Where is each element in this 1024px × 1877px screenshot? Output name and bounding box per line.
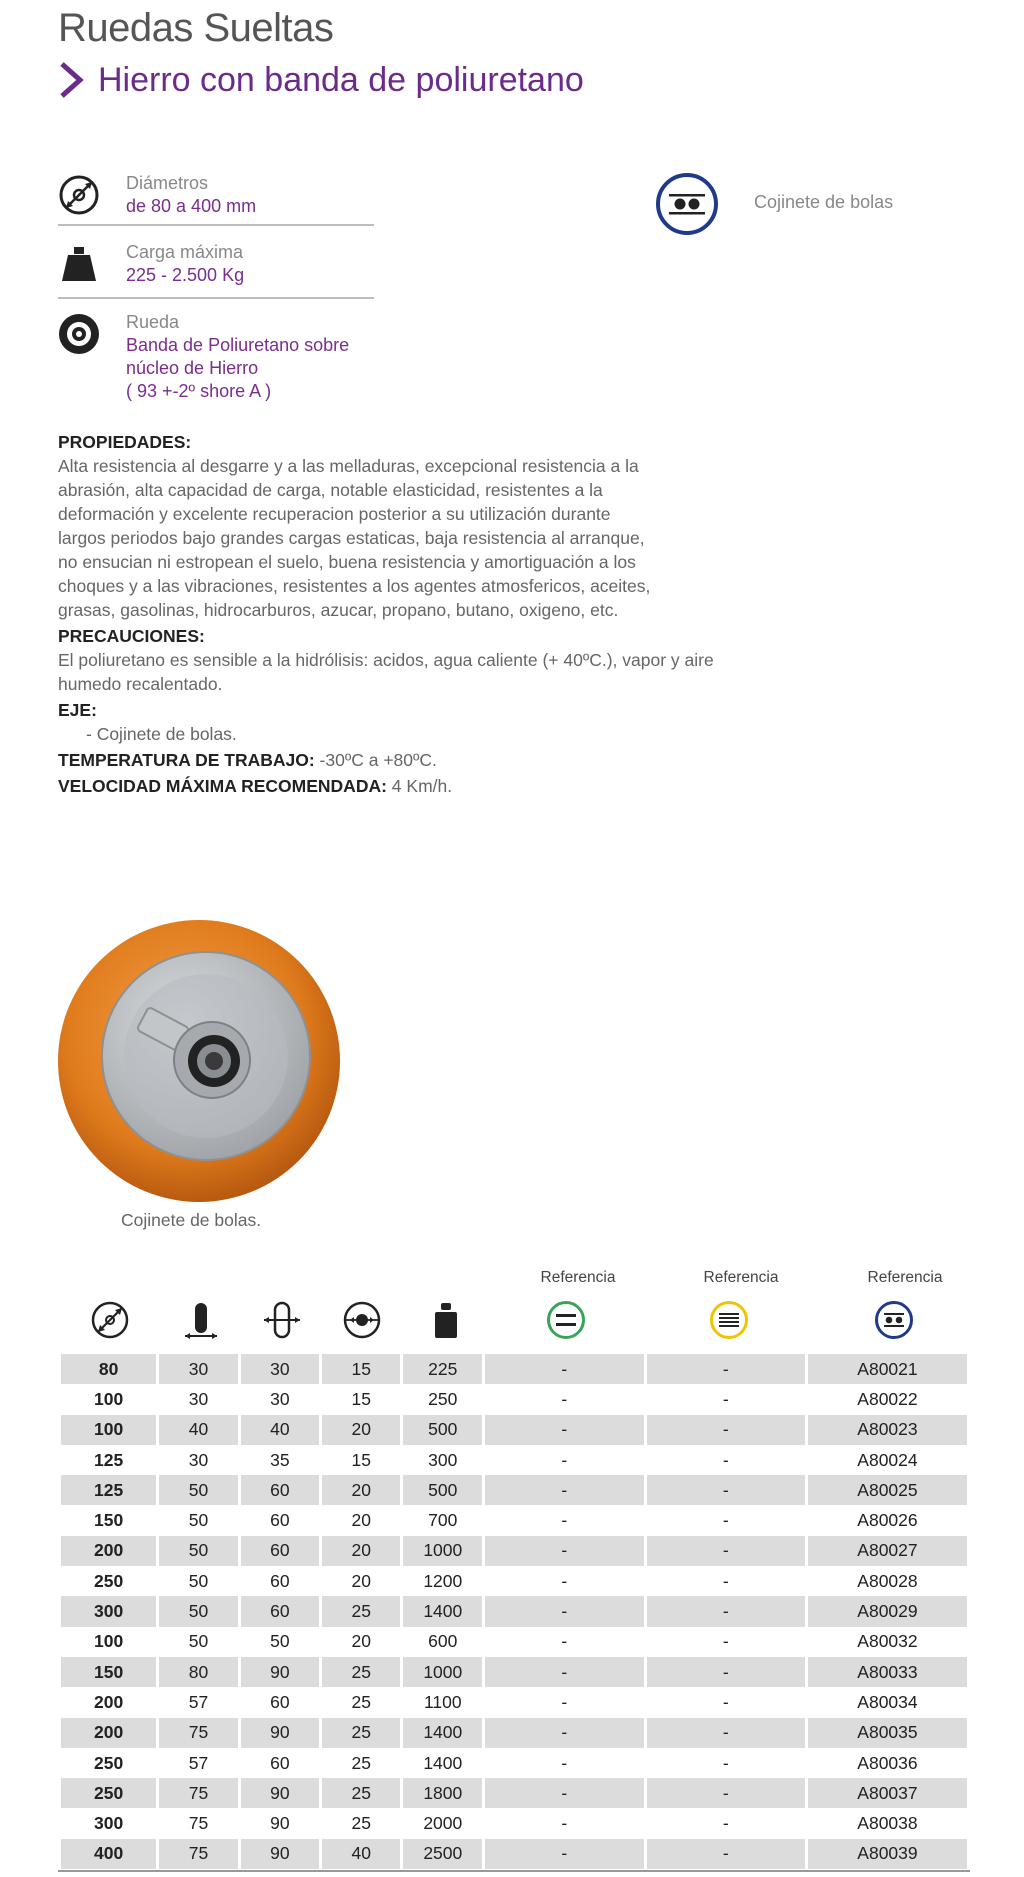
tread-width-cell: 57 (188, 1691, 209, 1712)
reference-green-cell: - (485, 1596, 643, 1626)
hub-length-cell: 90 (241, 1718, 319, 1748)
hub-length-icon (262, 1300, 302, 1340)
tread-width-cell: 50 (159, 1596, 237, 1626)
tread-width-cell: 50 (188, 1570, 209, 1591)
load-cell: 2000 (423, 1813, 463, 1834)
speed-row (58, 774, 798, 798)
spec-value: 225 - 2.500 Kg (126, 265, 245, 285)
bore-cell: 20 (351, 1510, 372, 1531)
bore-cell: 25 (322, 1778, 400, 1808)
bore-cell: 15 (322, 1354, 400, 1384)
load-cell: 1200 (423, 1570, 463, 1591)
diameter-icon (90, 1300, 130, 1340)
reference-blue-cell: A80025 (808, 1475, 967, 1505)
bore-cell: 25 (322, 1657, 400, 1687)
bore-cell: 25 (322, 1596, 400, 1626)
reference-green-cell: - (485, 1718, 643, 1748)
hub-length-cell: 60 (241, 1596, 319, 1626)
wheel-table (58, 1354, 970, 1869)
load-cell: 1000 (403, 1536, 482, 1566)
table-row (61, 1445, 967, 1475)
reference-green-cell: - (485, 1475, 643, 1505)
bore-cell: 25 (351, 1813, 372, 1834)
reference-blue-cell: A80032 (857, 1631, 918, 1652)
reference-blue-cell: A80035 (808, 1718, 967, 1748)
reference-blue-cell: A80021 (808, 1354, 967, 1384)
precautions-heading: PRECAUCIONES: (58, 626, 205, 646)
reference-yellow-cell: - (647, 1839, 805, 1869)
reference-green-cell: - (561, 1510, 568, 1531)
reference-blue-cell: A80022 (857, 1388, 918, 1409)
divider (58, 297, 374, 299)
green-bearing-icon (546, 1300, 586, 1340)
table-row (61, 1384, 967, 1414)
spec-wheel (58, 311, 374, 403)
reference-yellow-cell: - (647, 1657, 805, 1687)
properties-line: grasas, gasolinas, hidrocarburos, azucar, propano, butano, oxigeno, etc. (58, 600, 619, 620)
temperature-value: -30ºC a +80ºC. (314, 750, 437, 770)
table-row (61, 1718, 967, 1748)
spec-label: Carga máxima (126, 242, 244, 262)
load-cell: 1000 (403, 1657, 482, 1687)
hub-length-cell: 60 (270, 1691, 290, 1712)
reference-yellow-cell: - (722, 1691, 729, 1712)
bore-cell: 15 (351, 1449, 372, 1470)
axle-value: - Cojinete de bolas. (86, 724, 237, 744)
load-cell: 500 (403, 1475, 482, 1505)
tread-width-cell: 40 (159, 1415, 237, 1445)
bearing-label: Cojinete de bolas (754, 192, 894, 212)
reference-green-cell: - (561, 1752, 568, 1773)
table-row (61, 1505, 967, 1535)
table-row (61, 1627, 967, 1657)
weight-icon (426, 1300, 466, 1340)
reference-green-cell: - (485, 1839, 643, 1869)
spec-label: Diámetros (126, 173, 209, 193)
reference-header: Referencia (540, 1269, 616, 1286)
table-row (61, 1839, 967, 1869)
reference-blue-cell: A80026 (857, 1510, 918, 1531)
load-cell: 500 (403, 1415, 482, 1445)
reference-yellow-cell: - (722, 1510, 729, 1531)
tread-width-cell: 75 (159, 1778, 237, 1808)
reference-green-cell: - (561, 1631, 568, 1652)
tread-width-cell: 50 (159, 1536, 237, 1566)
reference-yellow-cell: - (722, 1449, 729, 1470)
bore-cell: 20 (322, 1415, 400, 1445)
page-subtitle: Hierro con banda de poliuretano (98, 60, 584, 99)
table-row (61, 1778, 967, 1808)
hub-length-cell: 40 (241, 1415, 319, 1445)
bore-cell: 40 (322, 1839, 400, 1869)
bore-cell: 15 (351, 1388, 372, 1409)
tread-width-cell: 57 (188, 1752, 209, 1773)
reference-blue-cell: A80033 (808, 1657, 967, 1687)
hub-length-cell: 60 (241, 1536, 319, 1566)
diameter-cell: 200 (94, 1691, 124, 1712)
reference-blue-cell: A80038 (857, 1813, 918, 1834)
properties-line: no ensucian ni estropean el suelo, buena resistencia y amortiguación a los (58, 552, 636, 572)
load-cell: 1400 (403, 1718, 482, 1748)
reference-yellow-cell: - (722, 1570, 729, 1591)
reference-yellow-cell: - (647, 1415, 805, 1445)
bore-cell: 20 (351, 1631, 372, 1652)
diameter-cell: 100 (94, 1631, 124, 1652)
bore-icon (342, 1300, 382, 1340)
subtitle-row (56, 60, 584, 100)
tread-width-cell: 75 (159, 1718, 237, 1748)
reference-yellow-cell: - (722, 1813, 729, 1834)
hub-length-cell: 90 (270, 1813, 290, 1834)
reference-green-cell: - (561, 1813, 568, 1834)
weight-icon (58, 243, 100, 285)
load-cell: 600 (428, 1631, 458, 1652)
reference-green-cell: - (485, 1536, 643, 1566)
wheel-icon (58, 313, 100, 355)
properties-line: largos periodos bajo grandes cargas estaticas, baja resistencia al arranque, (58, 528, 645, 548)
load-cell: 2500 (403, 1839, 482, 1869)
diameter-cell: 80 (61, 1354, 156, 1384)
diameter-cell: 250 (94, 1570, 124, 1591)
diameter-cell: 150 (94, 1510, 124, 1531)
reference-green-cell: - (485, 1415, 643, 1445)
load-cell: 1100 (423, 1691, 462, 1712)
hub-length-cell: 90 (241, 1778, 319, 1808)
properties-line: abrasión, alta capacidad de carga, notable elasticidad, resistentes a la (58, 480, 603, 500)
spec-value-line: núcleo de Hierro (126, 358, 259, 378)
diameter-cell: 300 (94, 1813, 124, 1834)
hub-length-cell: 35 (270, 1449, 290, 1470)
spec-value-line: ( 93 +-2º shore A ) (126, 381, 272, 401)
tread-width-cell: 50 (159, 1475, 237, 1505)
table-row (61, 1475, 967, 1505)
load-cell: 225 (403, 1354, 482, 1384)
load-cell: 1800 (403, 1778, 482, 1808)
reference-green-cell: - (485, 1778, 643, 1808)
diameter-cell: 100 (94, 1388, 124, 1409)
table-row (61, 1536, 967, 1566)
load-cell: 700 (428, 1510, 458, 1531)
load-cell: 1400 (403, 1596, 482, 1626)
spec-max-load (58, 241, 374, 287)
diameter-cell: 200 (61, 1536, 156, 1566)
table-row (61, 1687, 967, 1717)
hub-length-cell: 90 (241, 1657, 319, 1687)
spec-label: Rueda (126, 312, 180, 332)
blue-bearing-icon (874, 1300, 914, 1340)
hub-length-cell: 90 (241, 1839, 319, 1869)
speed-heading: VELOCIDAD MÁXIMA RECOMENDADA: (58, 776, 387, 796)
reference-blue-cell: A80023 (808, 1415, 967, 1445)
reference-yellow-cell: - (722, 1752, 729, 1773)
spec-value-line: Banda de Poliuretano sobre (126, 335, 350, 355)
hub-length-cell: 30 (241, 1354, 319, 1384)
table-row (61, 1808, 967, 1838)
speed-value: 4 Km/h. (386, 776, 453, 796)
table-row (61, 1748, 967, 1778)
table-row (61, 1657, 967, 1687)
hub-length-cell: 60 (270, 1510, 290, 1531)
tread-width-cell: 30 (188, 1388, 209, 1409)
diameter-cell: 125 (94, 1449, 124, 1470)
diameter-cell: 150 (61, 1657, 156, 1687)
reference-green-cell: - (561, 1388, 568, 1409)
load-cell: 1400 (423, 1752, 463, 1773)
load-cell: 250 (428, 1388, 458, 1409)
hub-length-cell: 60 (270, 1570, 290, 1591)
diameter-icon (58, 174, 100, 216)
reference-blue-cell: A80039 (808, 1839, 967, 1869)
table-row (61, 1596, 967, 1626)
properties-line: Alta resistencia al desgarre y a las melladuras, excepcional resistencia a la (58, 456, 639, 476)
reference-yellow-cell: - (722, 1388, 729, 1409)
hub-length-cell: 50 (270, 1631, 290, 1652)
bore-cell: 20 (351, 1570, 372, 1591)
temperature-row (58, 748, 798, 772)
tread-width-cell: 75 (159, 1839, 237, 1869)
temperature-heading: TEMPERATURA DE TRABAJO: (58, 750, 315, 770)
properties-line: deformación y excelente recuperacion posterior a su utilización durante (58, 504, 611, 524)
reference-yellow-cell: - (647, 1536, 805, 1566)
tread-width-icon (181, 1300, 221, 1340)
reference-green-cell: - (561, 1449, 568, 1470)
bore-cell: 25 (351, 1691, 372, 1712)
diameter-cell: 250 (61, 1778, 156, 1808)
reference-yellow-cell: - (722, 1631, 729, 1652)
properties-line: choques y a las vibraciones, resistentes a los agentes atmosfericos, aceites, (58, 576, 651, 596)
bore-cell: 20 (322, 1475, 400, 1505)
table-row (61, 1415, 967, 1445)
bore-cell: 25 (351, 1752, 372, 1773)
wheel-photo (56, 918, 342, 1204)
reference-green-cell: - (561, 1691, 568, 1712)
precautions-line: El poliuretano es sensible a la hidrólisis: acidos, agua caliente (+ 40ºC.), vapor y aire (58, 650, 714, 670)
reference-yellow-cell: - (647, 1718, 805, 1748)
yellow-bearing-icon (709, 1300, 749, 1340)
reference-blue-cell: A80036 (857, 1752, 918, 1773)
reference-green-cell: - (561, 1570, 568, 1591)
divider (58, 224, 374, 226)
bore-cell: 20 (322, 1536, 400, 1566)
table-row (61, 1566, 967, 1596)
bore-cell: 25 (322, 1718, 400, 1748)
ball-bearing-icon (655, 172, 719, 236)
reference-yellow-cell: - (647, 1475, 805, 1505)
tread-width-cell: 75 (188, 1813, 209, 1834)
tread-width-cell: 80 (159, 1657, 237, 1687)
tread-width-cell: 50 (188, 1631, 209, 1652)
hub-length-cell: 60 (241, 1475, 319, 1505)
reference-header: Referencia (867, 1269, 943, 1286)
hub-length-cell: 60 (270, 1752, 290, 1773)
diameter-cell: 125 (61, 1475, 156, 1505)
reference-blue-cell: A80037 (808, 1778, 967, 1808)
reference-green-cell: - (485, 1354, 643, 1384)
diameter-cell: 200 (61, 1718, 156, 1748)
reference-blue-cell: A80028 (857, 1570, 918, 1591)
reference-yellow-cell: - (647, 1778, 805, 1808)
properties-heading: PROPIEDADES: (58, 432, 192, 452)
properties-section (58, 430, 798, 798)
reference-blue-cell: A80027 (808, 1536, 967, 1566)
reference-green-cell: - (485, 1657, 643, 1687)
tread-width-cell: 30 (188, 1449, 209, 1470)
tread-width-cell: 30 (159, 1354, 237, 1384)
reference-blue-cell: A80024 (857, 1449, 918, 1470)
chevron-right-icon (56, 60, 86, 100)
spec-diameter (58, 172, 374, 218)
axle-heading: EJE: (58, 700, 97, 720)
reference-yellow-cell: - (647, 1596, 805, 1626)
page-title: Ruedas Sueltas (58, 6, 334, 50)
table-body (61, 1354, 967, 1869)
photo-caption: Cojinete de bolas. (121, 1210, 262, 1230)
precautions-line: humedo recalentado. (58, 674, 223, 694)
tread-width-cell: 50 (188, 1510, 209, 1531)
diameter-cell: 300 (61, 1596, 156, 1626)
load-cell: 300 (428, 1449, 458, 1470)
divider (58, 1870, 970, 1872)
diameter-cell: 100 (61, 1415, 156, 1445)
reference-header: Referencia (703, 1269, 779, 1286)
diameter-cell: 250 (94, 1752, 124, 1773)
hub-length-cell: 30 (270, 1388, 290, 1409)
reference-yellow-cell: - (647, 1354, 805, 1384)
diameter-cell: 400 (61, 1839, 156, 1869)
table-row (61, 1354, 967, 1384)
reference-blue-cell: A80034 (857, 1691, 918, 1712)
spec-value: de 80 a 400 mm (126, 196, 257, 216)
reference-blue-cell: A80029 (808, 1596, 967, 1626)
